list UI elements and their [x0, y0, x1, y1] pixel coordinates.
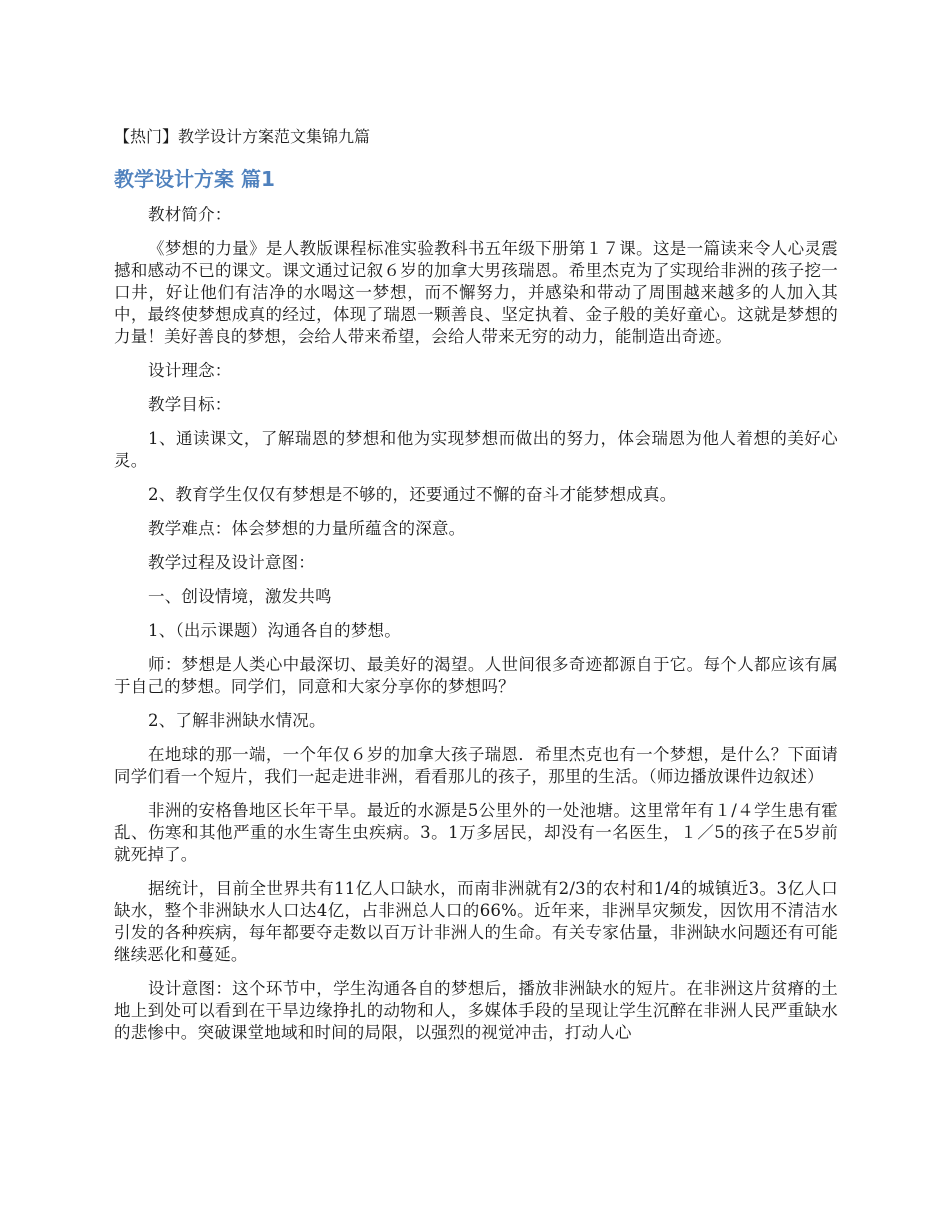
paragraph: 2、教育学生仅仅有梦想是不够的，还要通过不懈的奋斗才能梦想成真。 [148, 485, 677, 504]
document-body [114, 204, 838, 1056]
paragraph: 2、了解非洲缺水情况。 [148, 711, 326, 730]
paragraph: 设计意图：这个环节中，学生沟通各自的梦想后，播放非洲缺水的短片。在非洲这片贫瘠的土地上到处可以看到在干旱边缘挣扎的动物和人，多媒体手段的呈现让学生沉醉在非洲人民严重缺水的悲惨中。突破课堂地域和时间的局限，以强烈的视觉冲击，打动人心 [114, 979, 838, 1042]
paragraph: 教学目标： [148, 395, 232, 414]
paragraph: 设计理念： [148, 361, 232, 380]
paragraph: 教材简介： [148, 205, 232, 224]
paragraph: 一、创设情境，激发共鸣 [148, 587, 332, 606]
paragraph: 1、通读课文，了解瑞恩的梦想和他为实现梦想而做出的努力，体会瑞恩为他人着想的美好心灵。 [114, 429, 838, 470]
paragraph: 师：梦想是人类心中最深切、最美好的渴望。人世间很多奇迹都源自于它。每个人都应该有属于自己的梦想。同学们，同意和大家分享你的梦想吗？ [114, 655, 838, 696]
section-heading: 教学设计方案 篇1 [114, 167, 275, 191]
paragraph: 教学过程及设计意图： [148, 553, 315, 572]
paragraph: 非洲的安格鲁地区长年干旱。最近的水源是5公里外的一处池塘。这里常年有１/４学生患有霍乱、伤寒和其他严重的水生寄生虫疾病。3。1万多居民，却没有一名医生，１／5的孩子在5岁前就死掉了。 [114, 801, 838, 864]
paragraph: 《梦想的力量》是人教版课程标准实验教科书五年级下册第１７课。这是一篇读来令人心灵震撼和感动不已的课文。课文通过记叙６岁的加拿大男孩瑞恩。希里杰克为了实现给非洲的孩子挖一口井，好让他们有洁净的水喝这一梦想，而不懈努力，并感染和带动了周围越来越多的人加入其中，最终使梦想成真的经过，体现了瑞恩一颗善良、坚定执着、金子般的美好童心。这就是梦想的力量！美好善良的梦想，会给人带来希望，会给人带来无穷的动力，能制造出奇迹。 [114, 239, 838, 346]
paragraph: 教学难点：体会梦想的力量所蕴含的深意。 [148, 519, 466, 538]
paragraph: 1、（出示课题）沟通各自的梦想。 [148, 621, 401, 640]
paragraph: 在地球的那一端，一个年仅６岁的加拿大孩子瑞恩．希里杰克也有一个梦想，是什么？下面请同学们看一个短片，我们一起走进非洲，看看那儿的孩子，那里的生活。（师边播放课件边叙述） [114, 745, 838, 786]
document-title: 【热门】教学设计方案范文集锦九篇 [114, 127, 371, 146]
paragraph: 据统计，目前全世界共有11亿人口缺水，而南非洲就有2/3的农村和1/4的城镇近3。3亿人口缺水，整个非洲缺水人口达4亿，占非洲总人口的66%。近年来，非洲旱灾频发，因饮用不清洁水引发的各种疾病，每年都要夺走数以百万计非洲人的生命。有关专家估量，非洲缺水问题还有可能继续恶化和蔓延。 [114, 879, 838, 964]
